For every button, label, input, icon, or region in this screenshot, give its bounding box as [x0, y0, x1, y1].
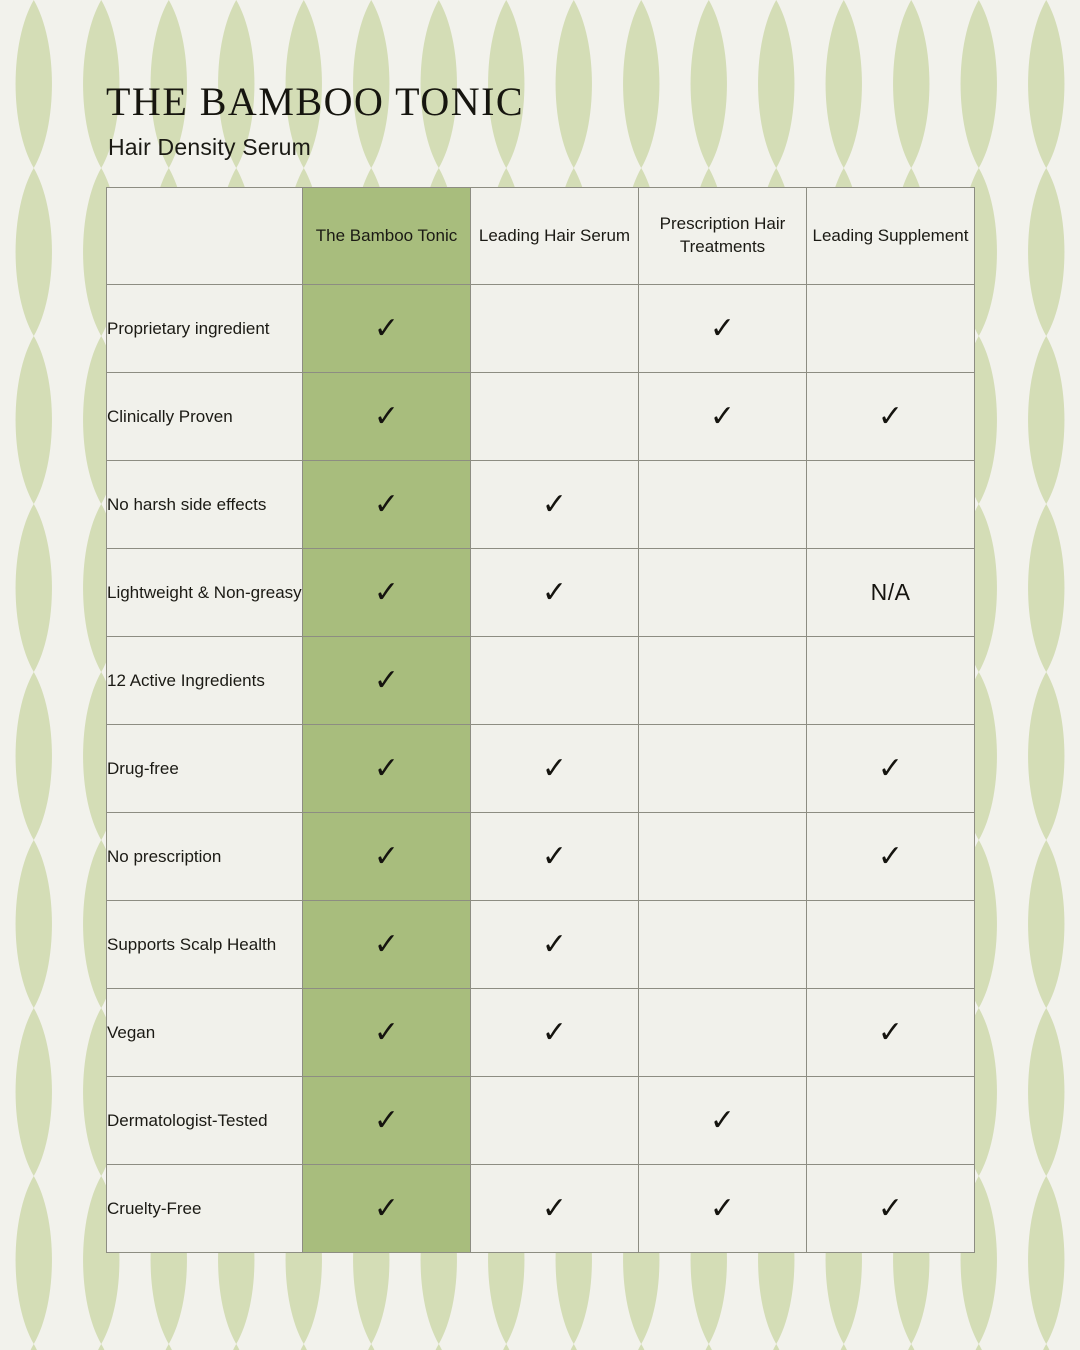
- check-icon: ✓: [709, 1102, 736, 1138]
- cell-leading-supplement: [807, 1165, 975, 1253]
- cell-bamboo-tonic: [303, 901, 471, 989]
- table-row: [107, 725, 975, 813]
- check-icon: ✓: [373, 1102, 400, 1138]
- table-row: [107, 813, 975, 901]
- na-label: N/A: [870, 579, 911, 605]
- page-subtitle: Hair Density Serum: [108, 134, 311, 160]
- table-row: [107, 1165, 975, 1253]
- cell-leading-supplement: [807, 637, 975, 725]
- feature-label: Supports Scalp Health: [107, 901, 303, 989]
- check-icon: ✓: [373, 662, 400, 698]
- cell-prescription-hair-treatments: [639, 901, 807, 989]
- cell-bamboo-tonic: [303, 725, 471, 813]
- cell-prescription-hair-treatments: [639, 1165, 807, 1253]
- feature-label: Proprietary ingredient: [107, 285, 303, 373]
- check-icon: ✓: [541, 926, 568, 962]
- check-icon: ✓: [373, 486, 400, 522]
- check-icon: ✓: [877, 750, 904, 786]
- table-header-row: [107, 188, 975, 285]
- table-body: [107, 285, 975, 1253]
- cell-leading-hair-serum: [471, 901, 639, 989]
- check-icon: ✓: [373, 398, 400, 434]
- cell-prescription-hair-treatments: [639, 637, 807, 725]
- check-icon: ✓: [541, 486, 568, 522]
- cell-leading-hair-serum: [471, 461, 639, 549]
- check-icon: ✓: [877, 1190, 904, 1226]
- check-icon: ✓: [373, 838, 400, 874]
- feature-label: No harsh side effects: [107, 461, 303, 549]
- check-icon: ✓: [709, 1190, 736, 1226]
- cell-prescription-hair-treatments: [639, 813, 807, 901]
- feature-label: No prescription: [107, 813, 303, 901]
- table-row: [107, 373, 975, 461]
- column-header-leading-supplement: Leading Supplement: [807, 188, 975, 285]
- cell-bamboo-tonic: [303, 989, 471, 1077]
- feature-label: Dermatologist-Tested: [107, 1077, 303, 1165]
- table-row: [107, 461, 975, 549]
- cell-prescription-hair-treatments: [639, 989, 807, 1077]
- cell-leading-supplement: [807, 373, 975, 461]
- cell-leading-supplement: [807, 549, 975, 637]
- feature-label: Vegan: [107, 989, 303, 1077]
- cell-prescription-hair-treatments: [639, 725, 807, 813]
- page-title: THE BAMBOO TONIC: [106, 79, 525, 124]
- cell-leading-hair-serum: [471, 725, 639, 813]
- cell-leading-hair-serum: [471, 637, 639, 725]
- feature-label: Lightweight & Non-greasy: [107, 549, 303, 637]
- cell-bamboo-tonic: [303, 373, 471, 461]
- cell-bamboo-tonic: [303, 637, 471, 725]
- cell-bamboo-tonic: [303, 285, 471, 373]
- cell-prescription-hair-treatments: [639, 549, 807, 637]
- cell-leading-hair-serum: [471, 373, 639, 461]
- comparison-table: [106, 187, 975, 1253]
- table-row: [107, 285, 975, 373]
- feature-label: Drug-free: [107, 725, 303, 813]
- feature-label: Cruelty-Free: [107, 1165, 303, 1253]
- check-icon: ✓: [541, 1014, 568, 1050]
- table-row: [107, 989, 975, 1077]
- cell-leading-supplement: [807, 461, 975, 549]
- cell-leading-hair-serum: [471, 1077, 639, 1165]
- cell-leading-hair-serum: [471, 549, 639, 637]
- column-header-feature: [107, 188, 303, 285]
- check-icon: ✓: [541, 1190, 568, 1226]
- cell-leading-supplement: [807, 725, 975, 813]
- check-icon: ✓: [373, 310, 400, 346]
- table-row: [107, 901, 975, 989]
- cell-prescription-hair-treatments: [639, 373, 807, 461]
- check-icon: ✓: [373, 574, 400, 610]
- check-icon: ✓: [373, 1190, 400, 1226]
- feature-label: Clinically Proven: [107, 373, 303, 461]
- comparison-table-wrapper: [106, 187, 974, 1253]
- cell-leading-supplement: [807, 901, 975, 989]
- cell-bamboo-tonic: [303, 549, 471, 637]
- check-icon: ✓: [373, 926, 400, 962]
- cell-leading-supplement: [807, 1077, 975, 1165]
- check-icon: ✓: [541, 750, 568, 786]
- check-icon: ✓: [877, 398, 904, 434]
- cell-prescription-hair-treatments: [639, 461, 807, 549]
- cell-bamboo-tonic: [303, 1077, 471, 1165]
- check-icon: ✓: [877, 838, 904, 874]
- cell-bamboo-tonic: [303, 461, 471, 549]
- check-icon: ✓: [709, 310, 736, 346]
- feature-label: 12 Active Ingredients: [107, 637, 303, 725]
- table-row: [107, 1077, 975, 1165]
- cell-leading-hair-serum: [471, 813, 639, 901]
- cell-bamboo-tonic: [303, 813, 471, 901]
- column-header-leading-hair-serum: Leading Hair Serum: [471, 188, 639, 285]
- table-header: [107, 188, 975, 285]
- table-row: [107, 637, 975, 725]
- check-icon: ✓: [373, 750, 400, 786]
- cell-prescription-hair-treatments: [639, 1077, 807, 1165]
- cell-leading-supplement: [807, 285, 975, 373]
- check-icon: ✓: [877, 1014, 904, 1050]
- check-icon: ✓: [373, 1014, 400, 1050]
- check-icon: ✓: [541, 574, 568, 610]
- cell-leading-hair-serum: [471, 989, 639, 1077]
- check-icon: ✓: [541, 838, 568, 874]
- cell-leading-hair-serum: [471, 285, 639, 373]
- cell-leading-supplement: [807, 989, 975, 1077]
- cell-prescription-hair-treatments: [639, 285, 807, 373]
- table-row: [107, 549, 975, 637]
- cell-leading-supplement: [807, 813, 975, 901]
- column-header-prescription-hair-treatments: Prescription Hair Treatments: [639, 188, 807, 285]
- cell-bamboo-tonic: [303, 1165, 471, 1253]
- cell-leading-hair-serum: [471, 1165, 639, 1253]
- column-header-bamboo-tonic: The Bamboo Tonic: [303, 188, 471, 285]
- check-icon: ✓: [709, 398, 736, 434]
